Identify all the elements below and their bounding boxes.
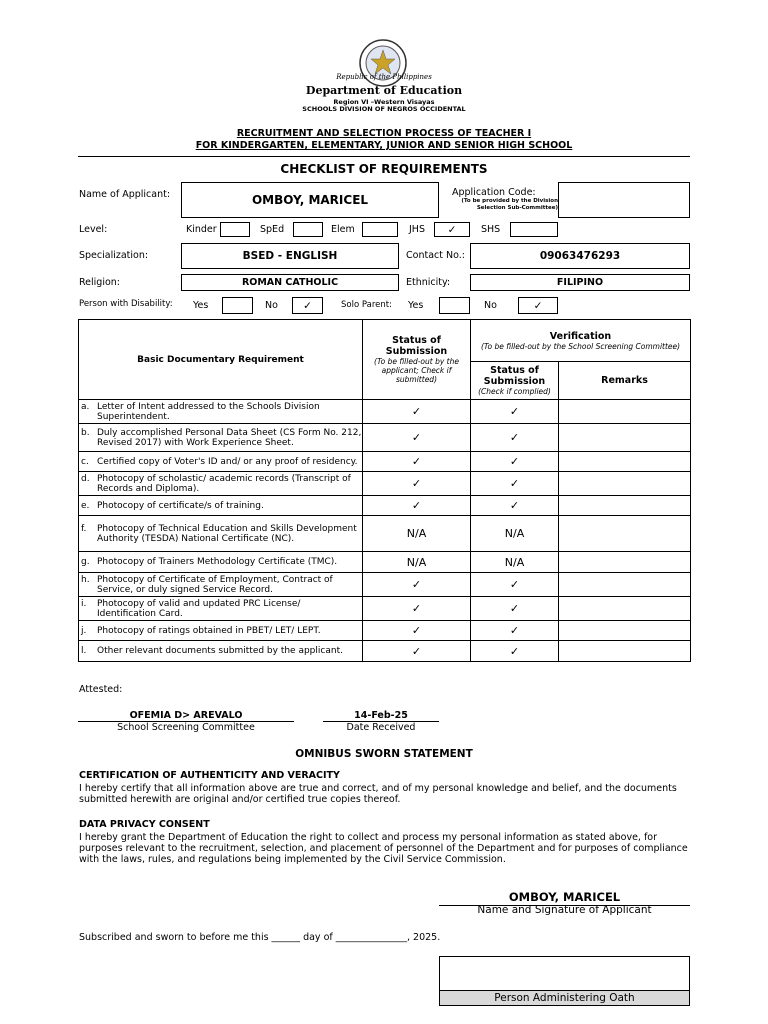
verified-check[interactable]: ✓ xyxy=(471,452,559,472)
republic-text: Republic of the Philippines xyxy=(336,73,432,81)
table-row xyxy=(79,400,691,424)
attested-name: OFEMIA D> AREVALO xyxy=(129,710,243,721)
department-title: Department of Education xyxy=(305,84,463,97)
table-row xyxy=(79,597,691,621)
requirement-cell xyxy=(79,641,363,662)
submitted-check[interactable]: ✓ xyxy=(363,452,471,472)
col-submission-note: (To be filled-out by the applicant; Check if submitted) xyxy=(374,357,459,384)
attested-role: School Screening Committee xyxy=(117,722,255,733)
requirement-text: Photocopy of Technical Education and Skills Development Authority (TESDA) National Certificate (NC). xyxy=(97,523,357,544)
requirement-text: Duly accomplished Personal Data Sheet (CS Form No. 212, Revised 2017) with Work Experience Sheet. xyxy=(97,427,362,448)
name-label: Name of Applicant: xyxy=(79,189,171,200)
level-shs-label: SHS xyxy=(481,224,501,235)
requirement-letter: g. xyxy=(81,557,90,567)
app-code-field[interactable] xyxy=(558,182,690,218)
table-row xyxy=(79,472,691,496)
verification-note: (To be filled-out by the School Screening Committee) xyxy=(480,341,681,351)
remarks-cell[interactable] xyxy=(559,452,691,472)
date-received-value: 14-Feb-25 xyxy=(354,710,408,721)
applicant-signature-label: Name and Signature of Applicant xyxy=(477,904,652,916)
level-kinder-label: Kinder xyxy=(186,224,217,235)
ethnicity-label: Ethnicity: xyxy=(406,277,451,288)
app-code-note: (To be provided by the Division Selection Sub-Committee) xyxy=(461,198,558,211)
level-jhs-checkbox[interactable]: ✓ xyxy=(434,222,470,237)
col-verified-header xyxy=(471,362,559,400)
solo-no-checkbox[interactable]: ✓ xyxy=(518,297,558,314)
sworn-text: Subscribed and sworn to before me this ______ day of _______________, 2025. xyxy=(79,932,441,943)
solo-parent-label: Solo Parent: xyxy=(341,300,392,310)
verified-check[interactable]: ✓ xyxy=(471,400,559,424)
table-row xyxy=(79,452,691,472)
submitted-check[interactable]: ✓ xyxy=(363,573,471,597)
verification-header xyxy=(471,320,691,362)
pwd-no-label: No xyxy=(265,300,278,311)
remarks-cell[interactable] xyxy=(559,573,691,597)
certification-text: I hereby certify that all information above are true and correct, and of my personal knowledge and belief, and the documents submitted herewith are original and/or certified true copies thereof. xyxy=(79,783,677,805)
requirement-text: Other relevant documents submitted by the applicant. xyxy=(97,646,343,656)
remarks-cell[interactable] xyxy=(559,472,691,496)
requirement-letter: c. xyxy=(81,456,89,467)
process-line2: FOR KINDERGARTEN, ELEMENTARY, JUNIOR AND SENIOR HIGH SCHOOL xyxy=(195,140,573,151)
verified-check[interactable]: ✓ xyxy=(471,496,559,516)
requirement-text: Letter of Intent addressed to the Schools Division Superintendent. xyxy=(97,401,320,422)
requirement-letter: a. xyxy=(81,401,90,412)
requirement-text: Photocopy of Certificate of Employment, Contract of Service, or duly signed Service Record. xyxy=(97,574,333,595)
specialization-label: Specialization: xyxy=(79,250,149,261)
table-row xyxy=(79,424,691,452)
ethnicity-field[interactable]: FILIPINO xyxy=(470,274,690,291)
requirement-text: Photocopy of scholastic/ academic records (Transcript of Records and Diploma). xyxy=(97,473,351,494)
remarks-cell[interactable] xyxy=(559,424,691,452)
remarks-cell[interactable] xyxy=(559,641,691,662)
remarks-cell[interactable] xyxy=(559,496,691,516)
requirement-text: Photocopy of Trainers Methodology Certificate (TMC). xyxy=(97,557,338,567)
level-shs-checkbox[interactable] xyxy=(510,222,558,237)
requirement-cell xyxy=(79,573,363,597)
submitted-check[interactable]: ✓ xyxy=(363,597,471,621)
privacy-heading: DATA PRIVACY CONSENT xyxy=(79,819,210,830)
verified-check[interactable]: ✓ xyxy=(471,597,559,621)
requirement-letter: h. xyxy=(81,574,90,585)
submitted-check[interactable]: ✓ xyxy=(363,400,471,424)
level-sped-checkbox[interactable] xyxy=(293,222,323,237)
level-jhs-label: JHS xyxy=(409,224,425,235)
submitted-check[interactable]: ✓ xyxy=(363,496,471,516)
requirement-cell xyxy=(79,400,363,424)
submitted-check[interactable]: ✓ xyxy=(363,621,471,641)
date-received-label: Date Received xyxy=(346,722,416,733)
submitted-check[interactable]: ✓ xyxy=(363,472,471,496)
applicant-name-field[interactable]: OMBOY, MARICEL xyxy=(181,182,439,218)
solo-yes-checkbox[interactable] xyxy=(439,297,470,314)
level-elem-label: Elem xyxy=(331,224,355,235)
level-sped-label: SpEd xyxy=(260,224,285,235)
specialization-field[interactable]: BSED - ENGLISH xyxy=(181,243,399,269)
col-verified-note: (Check if complied) xyxy=(478,387,551,396)
pwd-yes-label: Yes xyxy=(193,300,209,311)
remarks-cell[interactable] xyxy=(559,400,691,424)
submitted-check[interactable]: ✓ xyxy=(363,424,471,452)
level-elem-checkbox[interactable] xyxy=(362,222,398,237)
table-row xyxy=(79,621,691,641)
requirement-cell xyxy=(79,516,363,552)
col-verified-title: Status of Submission xyxy=(483,365,546,387)
app-code-label: Application Code: xyxy=(452,187,536,198)
requirement-cell xyxy=(79,552,363,573)
requirement-cell xyxy=(79,621,363,641)
division-text: SCHOOLS DIVISION OF NEGROS OCCIDENTAL xyxy=(302,105,466,113)
table-row xyxy=(79,641,691,662)
requirement-cell xyxy=(79,452,363,472)
requirement-letter: d. xyxy=(81,473,90,484)
sworn-statement-title: OMNIBUS SWORN STATEMENT xyxy=(295,748,473,760)
table-row xyxy=(79,496,691,516)
remarks-cell[interactable] xyxy=(559,516,691,552)
religion-field[interactable]: ROMAN CATHOLIC xyxy=(181,274,399,291)
remarks-cell[interactable] xyxy=(559,597,691,621)
table-row xyxy=(79,573,691,597)
requirements-table xyxy=(78,319,691,662)
pwd-no-checkbox[interactable]: ✓ xyxy=(292,297,323,314)
solo-yes-label: Yes xyxy=(408,300,424,311)
oath-label: Person Administering Oath xyxy=(439,990,690,1006)
col-submission-title: Status of Submission xyxy=(385,335,448,357)
requirement-letter: e. xyxy=(81,500,90,511)
submitted-check[interactable]: ✓ xyxy=(363,641,471,662)
verified-check[interactable]: ✓ xyxy=(471,472,559,496)
requirement-text: Photocopy of valid and updated PRC License/ Identification Card. xyxy=(97,598,301,619)
pwd-label: Person with Disability: xyxy=(79,299,173,309)
privacy-text: I hereby grant the Department of Education the right to collect and process my personal information as stated above, for purposes relevant to the recruitment, selection, and placement of personnel of the Department and for purposes of compliance with the laws, rules, and regulations being implemented by the Civil Service Commission. xyxy=(79,832,688,865)
requirement-letter: b. xyxy=(81,427,90,438)
verified-check[interactable]: N/A xyxy=(471,552,559,573)
requirement-letter: i. xyxy=(81,598,87,609)
requirement-cell xyxy=(79,496,363,516)
process-line1: RECRUITMENT AND SELECTION PROCESS OF TEACHER I xyxy=(236,128,532,139)
submitted-check[interactable]: N/A xyxy=(363,516,471,552)
verified-check[interactable]: ✓ xyxy=(471,641,559,662)
requirement-letter: j. xyxy=(81,625,87,636)
attested-label: Attested: xyxy=(79,684,123,695)
solo-no-label: No xyxy=(484,300,497,311)
applicant-signature-name: OMBOY, MARICEL xyxy=(508,890,621,904)
requirement-cell xyxy=(79,597,363,621)
verified-check[interactable]: ✓ xyxy=(471,573,559,597)
requirement-text: Photocopy of certificate/s of training. xyxy=(97,500,264,511)
region-text: Region VI –Western Visayas xyxy=(333,98,435,106)
contact-label: Contact No.: xyxy=(406,250,465,261)
level-kinder-checkbox[interactable] xyxy=(220,222,250,237)
level-label: Level: xyxy=(79,224,108,235)
certification-heading: CERTIFICATION OF AUTHENTICITY AND VERACITY xyxy=(79,770,340,781)
remarks-cell[interactable] xyxy=(559,621,691,641)
remarks-cell[interactable] xyxy=(559,552,691,573)
col-submission-header xyxy=(363,320,471,400)
verification-title: Verification xyxy=(549,330,612,342)
page-title: CHECKLIST OF REQUIREMENTS xyxy=(280,162,488,176)
verified-check[interactable]: N/A xyxy=(471,516,559,552)
requirement-letter: f. xyxy=(81,523,87,534)
contact-field[interactable]: 09063476293 xyxy=(470,243,690,269)
requirement-text: Photocopy of ratings obtained in PBET/ LET/ LEPT. xyxy=(97,625,321,636)
col-remarks-header: Remarks xyxy=(559,362,691,400)
col-requirement-header: Basic Documentary Requirement xyxy=(79,320,363,400)
requirement-cell xyxy=(79,424,363,452)
pwd-yes-checkbox[interactable] xyxy=(222,297,253,314)
verified-check[interactable]: ✓ xyxy=(471,424,559,452)
header-divider xyxy=(78,156,690,157)
table-row xyxy=(79,552,691,573)
requirement-cell xyxy=(79,472,363,496)
table-row xyxy=(79,516,691,552)
verified-check[interactable]: ✓ xyxy=(471,621,559,641)
requirement-letter: l. xyxy=(81,646,87,656)
submitted-check[interactable]: N/A xyxy=(363,552,471,573)
religion-label: Religion: xyxy=(79,277,121,288)
requirement-text: Certified copy of Voter's ID and/ or any proof of residency. xyxy=(97,456,358,467)
